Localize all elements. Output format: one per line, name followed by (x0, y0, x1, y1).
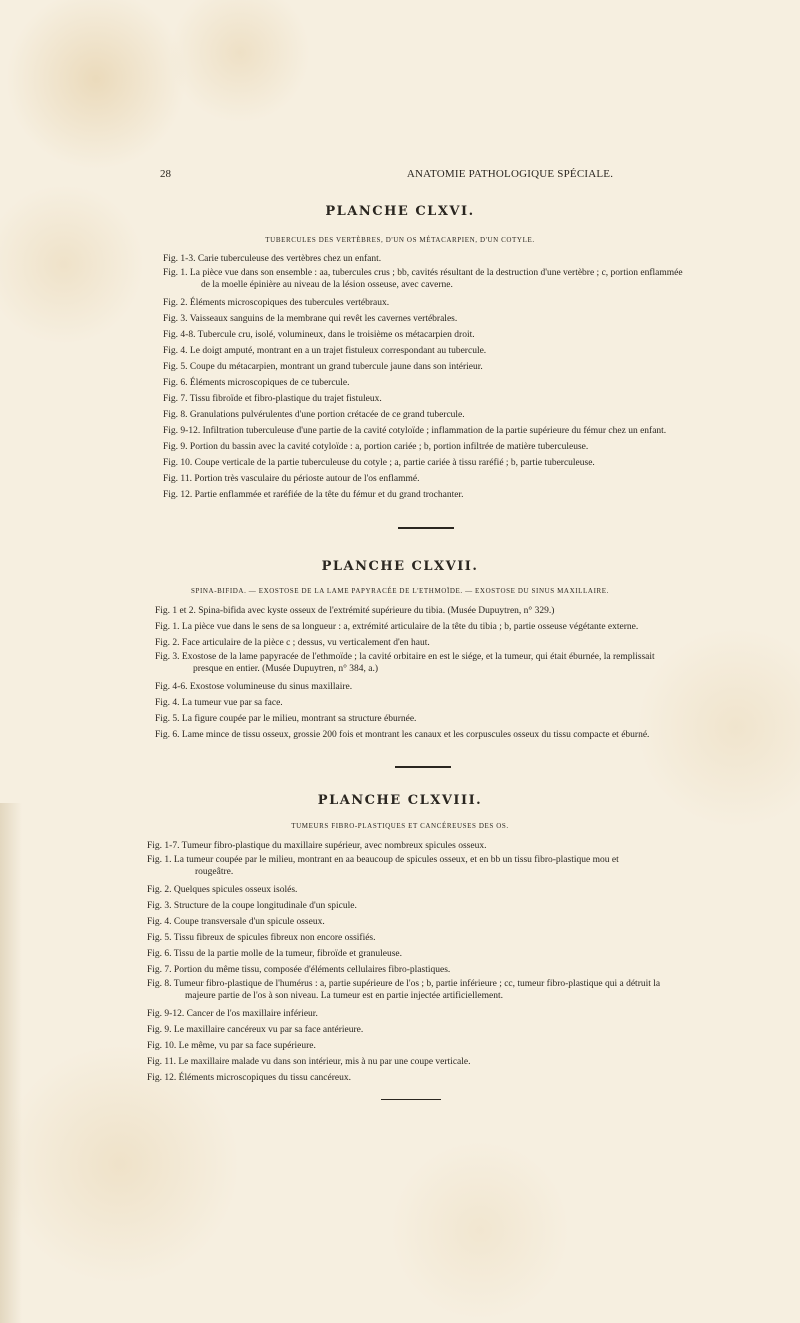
end-rule (381, 1099, 441, 1100)
legend-entry: Fig. 4-8. Tubercule cru, isolé, volumineux, dans le troisième os métacarpien droit. (163, 330, 475, 340)
legend-entry: Fig. 9. Le maxillaire cancéreux vu par sa face antérieure. (147, 1025, 364, 1035)
legend-entry: Fig. 3. Structure de la coupe longitudinale d'un spicule. (147, 901, 357, 911)
plate-legend-clxvii (155, 603, 740, 743)
legend-entry: Fig. 6. Lame mince de tissu osseux, grossie 200 fois et montrant les canaux et les corpuscules osseux du tissu compacte et éburné. (155, 730, 650, 740)
legend-entry: Fig. 4-6. Exostose volumineuse du sinus maxillaire. (155, 682, 353, 692)
legend-entry: Fig. 2. Quelques spicules osseux isolés. (147, 885, 298, 895)
plate-title-clxvii: PLANCHE CLXVII. (321, 559, 479, 574)
legend-entry: Fig. 12. Éléments microscopiques du tissu cancéreux. (147, 1073, 351, 1083)
legend-entry: Fig. 12. Partie enflammée et raréfiée de la tête du fémur et du grand trochanter. (163, 490, 464, 500)
plate-subtitle-clxviii: TUMEURS FIBRO-PLASTIQUES ET CANCÉREUSES DES OS. (291, 822, 509, 830)
legend-entry: Fig. 8. Tumeur fibro-plastique de l'humérus : a, partie supérieure de l'os ; b, partie inférieure ; cc, tumeur fibro-plastique qui a détruit la majeure partie de l'os à son niveau. La tumeur est en partie injectée artificiellement. (147, 979, 661, 1001)
legend-entry: Fig. 1 et 2. Spina-bifida avec kyste osseux de l'extrémité supérieure du tibia. (Musée Dupuytren, n° 329.) (155, 606, 555, 616)
legend-entry: Fig. 11. Le maxillaire malade vu dans son intérieur, mis à nu par une coupe verticale. (147, 1057, 471, 1067)
legend-entry: Fig. 11. Portion très vasculaire du périoste autour de l'os enflammé. (163, 474, 420, 484)
legend-entry: Fig. 7. Tissu fibroïde et fibro-plastique du trajet fistuleux. (163, 394, 382, 404)
legend-entry: Fig. 4. Le doigt amputé, montrant en a un trajet fistuleux correspondant au tubercule. (163, 346, 487, 356)
section-divider (398, 527, 454, 529)
legend-entry: Fig. 10. Coupe verticale de la partie tuberculeuse du cotyle ; a, partie cariée à tissu raréfié ; b, partie tuberculeuse. (163, 458, 595, 468)
legend-entry: Fig. 9-12. Cancer de l'os maxillaire inférieur. (147, 1009, 318, 1019)
section-divider (395, 766, 451, 768)
plate-legend-clxvi (163, 251, 738, 503)
running-header (160, 168, 750, 184)
legend-entry: Fig. 4. La tumeur vue par sa face. (155, 698, 283, 708)
page-number: 28 (160, 168, 171, 180)
legend-entry: Fig. 8. Granulations pulvérulentes d'une portion crétacée de ce grand tubercule. (163, 410, 465, 420)
plate-subtitle-clxvi: TUBERCULES DES VERTÈBRES, D'UN OS MÉTACARPIEN, D'UN COTYLE. (265, 236, 535, 244)
plate-legend-clxviii (147, 838, 722, 1086)
legend-entry: Fig. 1-7. Tumeur fibro-plastique du maxillaire supérieur, avec nombreux spicules osseux. (147, 841, 487, 851)
legend-entry: Fig. 10. Le même, vu par sa face supérieure. (147, 1041, 316, 1051)
legend-entry: Fig. 7. Portion du même tissu, composée d'éléments cellulaires fibro-plastiques. (147, 965, 451, 975)
plate-title-clxvi: PLANCHE CLXVI. (325, 204, 475, 219)
running-title: ANATOMIE PATHOLOGIQUE SPÉCIALE. (406, 168, 614, 180)
legend-entry: Fig. 3. Vaisseaux sanguins de la membrane qui revêt les cavernes vertébrales. (163, 314, 458, 324)
legend-entry: Fig. 4. Coupe transversale d'un spicule osseux. (147, 917, 325, 927)
legend-entry: Fig. 1-3. Carie tuberculeuse des vertèbres chez un enfant. (163, 254, 382, 264)
legend-entry: Fig. 5. Coupe du métacarpien, montrant un grand tubercule jaune dans son intérieur. (163, 362, 483, 372)
legend-entry: Fig. 2. Face articulaire de la pièce c ; dessus, vu verticalement d'en haut. (155, 638, 430, 648)
legend-entry: Fig. 6. Tissu de la partie molle de la tumeur, fibroïde et granuleuse. (147, 949, 403, 959)
legend-entry: Fig. 1. La tumeur coupée par le milieu, montrant en aa beaucoup de spicules osseux, et en bb un tissu fibro-plastique mou et rougeâtre. (147, 855, 619, 877)
plate-subtitle-clxvii: SPINA-BIFIDA. — EXOSTOSE DE LA LAME PAPYRACÉE DE L'ETHMOÏDE. — EXOSTOSE DU SINUS MAXILLAIRE. (190, 587, 609, 595)
legend-entry: Fig. 3. Exostose de la lame papyracée de l'ethmoïde ; la cavité orbitaire en est le siége, et la tumeur, qui était éburnée, la remplissait presque en entier. (Musée Dupuytren, n° 384, a.) (155, 652, 655, 674)
legend-entry: Fig. 1. La pièce vue dans le sens de sa longueur : a, extrémité articulaire de la tête du tibia ; b, partie osseuse végétante externe. (155, 622, 639, 632)
plate-title-clxviii: PLANCHE CLXVIII. (317, 793, 483, 808)
legend-entry: Fig. 9-12. Infiltration tuberculeuse d'une partie de la cavité cotyloïde ; inflammation de la partie supérieure du fémur chez un enfant. (163, 426, 667, 436)
legend-entry: Fig. 9. Portion du bassin avec la cavité cotyloïde : a, portion cariée ; b, portion infiltrée de matière tuberculeuse. (163, 442, 589, 452)
legend-entry: Fig. 6. Éléments microscopiques de ce tubercule. (163, 378, 350, 388)
legend-entry: Fig. 5. La figure coupée par le milieu, montrant sa structure éburnée. (155, 714, 417, 724)
legend-entry: Fig. 2. Éléments microscopiques des tubercules vertébraux. (163, 298, 390, 308)
legend-entry: Fig. 5. Tissu fibreux de spicules fibreux non encore ossifiés. (147, 933, 376, 943)
page-edge-stain (0, 803, 22, 1323)
legend-entry: Fig. 1. La pièce vue dans son ensemble : aa, tubercules crus ; bb, cavités résultant de la destruction d'une vertèbre ; c, portion enflammée de la moelle épinière au niveau de la lésion osseuse, avec caverne. (163, 268, 683, 290)
